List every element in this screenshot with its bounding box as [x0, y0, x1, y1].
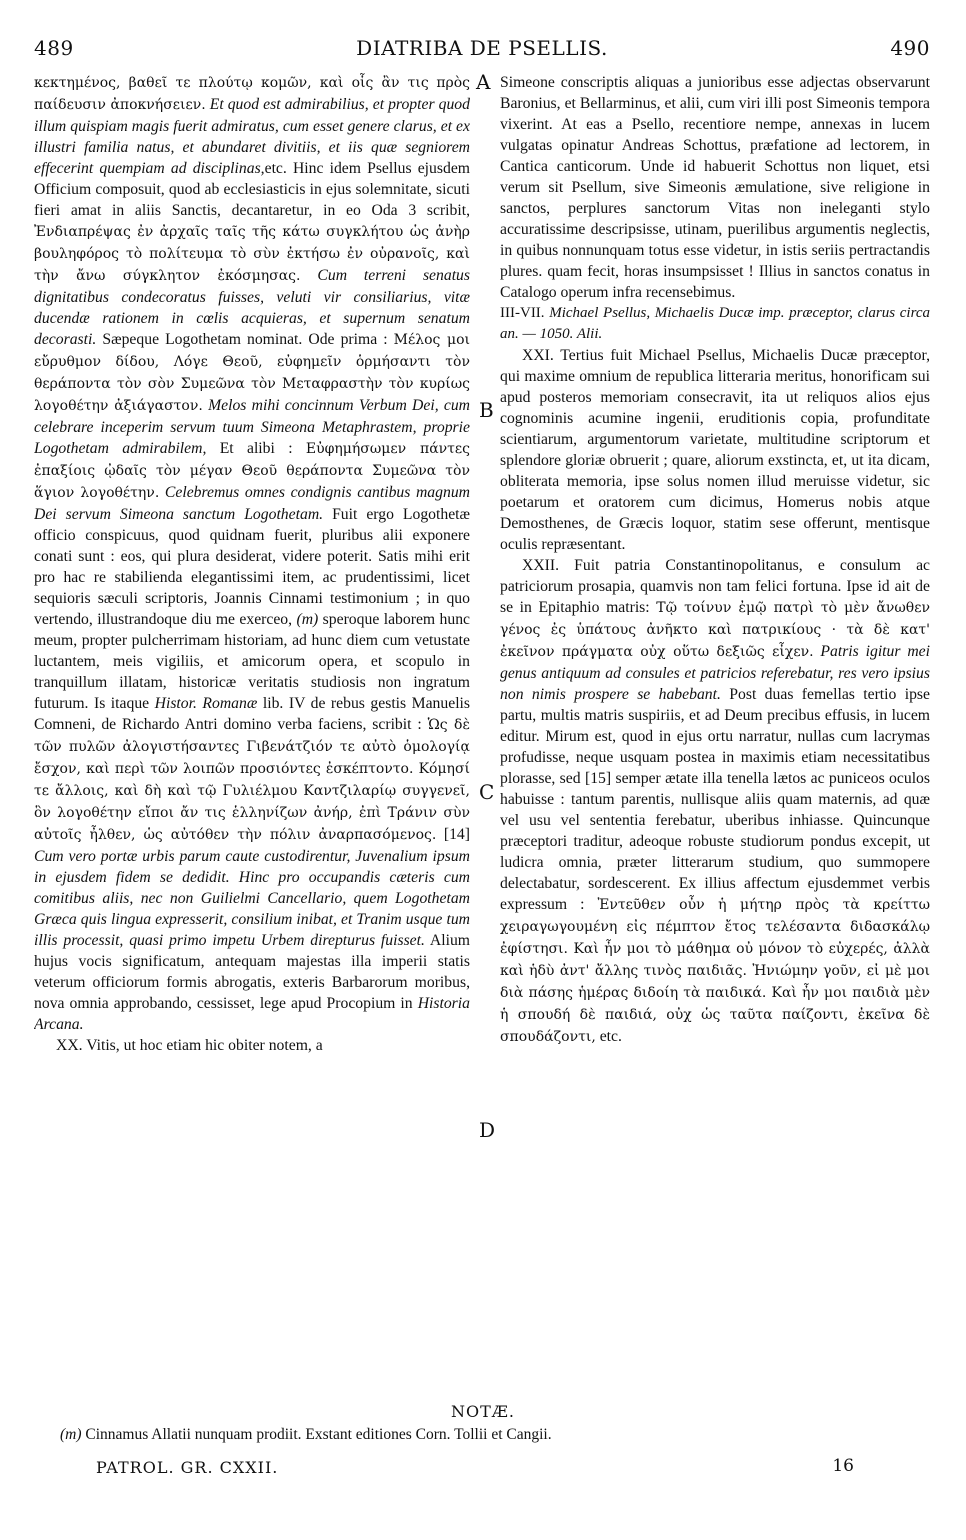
footnote-text: Cinnamus Allatii nunquam prodiit. Exstant editiones Corn. Tollii et Cangii.	[85, 1426, 552, 1443]
body-text: semper ætate illa tenella lætos ac puniceos oculos habuisse : tantum parentis, nullisque aliis quam maternis, ad quæ vel usu vel sententia ferebatur, uberibus inhiasse. Quincunque præceptori traditur, adeoque robuste studiorum pondus excepit, ut ludicra omnia, præter litterarum studium, quo summopere delectabatur, sordescerent. Ex illius affectum ejusdemmet verbis expressum :	[500, 770, 930, 913]
section-title: Michael Psellus, Michaelis Ducæ imp. præceptor, clarus circa an. — 1050. Alii.	[500, 305, 930, 342]
greek-quotation: Μέλος μοι εὔρυθμον δίδου, Λόγε Θεοῦ, εὐφημεῖν ὁρμήσαντι τὸν θεράποντα τὸν σὸν Συμεῶνα τὸν Μεταφραστὴν τὸν κυρίως λογοθέτην ἀξιάγαστον.	[34, 332, 470, 414]
margin-marker-b: B	[479, 398, 494, 422]
page-number-right: 490	[890, 36, 930, 60]
work-title: Histor. Romanæ	[154, 695, 258, 712]
body-text: Sæpeque Logothetam nominat. Ode prima :	[102, 331, 388, 348]
body-text: XX. Vitis, ut hoc etiam hic obiter notem, a	[56, 1037, 323, 1054]
greek-quotation: Ὡς δὲ τῶν πυλῶν ἀλογιστήσαντες Γιβενάτζιόν τε αὐτὸ ὁμολογίᾳ ἔσχον, καὶ περὶ τῶν λοιπῶν προσιόντες ἐσκέπτοντο. Κόμησί τε ἄλλοις, καὶ δὴ καὶ τῷ Γυλιέλμου Καντζιλαρίῳ συγγενεῖ, ὃν λογοθέτην εἴποι ἄν τις ἑλληνίζων ἀνήρ, ἐπὶ Τράνιν σὺν αὐτοῖς ἦλθεν, ὡς αὐτόθεν τὴν πόλιν ἀναρπασόμενος.	[34, 717, 470, 843]
greek-text: κεκτημένος, βαθεῖ τε πλούτῳ κομῶν, καὶ οἷς ἂν τις	[34, 75, 429, 91]
footer-series: PATROL. GR. CXXII.	[96, 1458, 279, 1477]
work-title: Historia Arcana.	[34, 995, 470, 1033]
greek-quotation: Τῷ τοίνυν ἐμῷ πατρὶ τὸ μὲν ἄνωθεν γένος ἐς ὑπάτους ἀνῆκτο καὶ πατρικίους · τὰ δὲ κατ' ἐκεῖνον πράγματα οὐχ οὕτω δεξιῶς εἶχεν.	[500, 600, 930, 660]
greek-text: πρὸς παίδευσιν ἀποκνήσειεν.	[34, 75, 470, 113]
latin-translation: Celebremus omnes condignis cantibus magnum Dei servum Simeona sanctum Logothetam.	[34, 484, 470, 523]
section-heading	[500, 303, 930, 345]
page-header	[34, 36, 930, 66]
latin-translation: Patris igitur mei genus antiquum ad consules et patricios referebatur, res vero ipsius non nimis prospere se habebant.	[500, 643, 930, 703]
body-text: etc.	[599, 1028, 622, 1045]
left-paragraph-1	[34, 72, 470, 1035]
page-number-left: 489	[34, 36, 74, 60]
latin-translation: Melos mihi concinnum Verbum Dei, cum celebrare inceperim servum tuum Simeona Metaphrastem, proprie Logothetam admirabilem,	[34, 397, 470, 457]
greek-quotation: Εὐφημήσωμεν πάντες ἐπαξίοις ᾠδαῖς τὸν μέγαν Θεοῦ θεράποντα Συμεῶνα τὸν ἅγιον λογοθέτην.	[34, 441, 470, 501]
running-title: DIATRIBA DE PSELLIS.	[356, 36, 608, 60]
margin-marker-a: A	[476, 70, 491, 94]
body-text: XXII. Fuit patria Constantinopolitanus, e consulum ac patriciorum prosapia, quamvis non tam felici fortuna. Ipse id ait de se in Epitaphio matris:	[500, 557, 930, 616]
latin-translation: Cum terreni senatus dignitatibus condecoratus fuisses, veluti vir consiliarius, vitæ ducendæ rationem in cœlis acquieras, et supernum senatum decorasti.	[34, 267, 470, 348]
margin-marker-c: C	[479, 780, 495, 804]
footnote-marker: (m)	[60, 1426, 82, 1443]
body-text: Simeone conscriptis aliquas a junioribus esse adjectas observarunt Baronius, et Bellarminus, et alii, cum viri illi post Simeonis tempora vixerint. At eas a Psello, recentiore nempe, annexas in lucem vulgatas opinatur Andreas Schottus, præfatione ad lectorem, in Cantica canticorum. Unde id habuerit Schottus non liquet, etsi verum sit Psellum, sive Simeonis æmulatione, sive religione in sanctos, perplures sanctorum Vitas non ineleganti stylo accuratissime descripsisse, utinam, puerilibus argumentis neglectis, in quibus nonnunquam totus esse videtur, in istis seriis pertractandis plures. quam fecit, horas insumpsisset ! Illius in sanctos conatus in Catalogo operum infra recensebimus.	[500, 74, 930, 301]
column-reference: [14]	[443, 826, 470, 843]
margin-marker-d: D	[479, 1118, 496, 1142]
body-text: Post duas femellas tertio ipse partu, multis matris suspiriis, et ad Deum precibus effusis, in lucem editur. Mirum est, quod in ejus ortu narratur, nullas cum lacrymas profudisse, neque usquam postea in maximis etiam necessitatibus plorasse, sed	[500, 686, 930, 787]
column-reference: [15]	[584, 770, 612, 787]
latin-translation: Et quod est admirabilius, et propter quod illum quispiam magis fuerit admiratus, cum esset genere clarus, et ex illustri familia natus, et abundaret divitiis, et iis quæ segniorem effecerint quempiam ad disciplinas,	[34, 96, 470, 177]
right-paragraph-3	[500, 555, 930, 1048]
footnote	[60, 1426, 940, 1444]
body-text: Alium hujus vocis significatum, antequam majestas illa imperii statis veterum officiorum formis abrogatis, exteris Barbarorum moribus, nova omnia approbando, cessisset, lege apud Procopium in	[34, 932, 470, 1012]
footer-signature: 16	[832, 1456, 854, 1476]
section-number: III-VII.	[500, 305, 545, 321]
note-reference[interactable]: (m)	[296, 611, 319, 628]
latin-translation: Cum vero portæ urbis parum caute custodirentur, Juvenalium ipsum in ejusdem fidem se dedidit. Hinc pro occupandis cæteris cum comitibus aliis, nec non Guilielmi Cancellario, quem Logothetam Græca quis lingua expresserit, consilium inibat, et Tranim usque tum illis processit, quasi primo impetu Urbem direpturus fuisset.	[34, 848, 470, 949]
notes-title: NOTÆ.	[451, 1402, 515, 1421]
right-paragraph-2	[500, 345, 930, 555]
body-text: Fuit ergo Logothetæ officio conspicuus, quod quidnam fuerit, pluribus alii exponere conati sunt : eos, qui plura desiderat, videre poterit. Satis mihi erit pro hac re stabilienda elegantissimi item, ac prudentissimi, licet sequioris sæculi scriptoris, Joannis Cinnami testimonium ; in quo vertendo, illustrandoque diu me exerceo,	[34, 506, 470, 628]
right-column	[500, 72, 930, 1390]
body-text: speroque laborem hunc meum, propter pulcherrimam historiam, ad hunc diem cum vetustate luctantem, meis vigiliis, et amicorum opera, et scopulo in tranquillum illatam, historicæ veritatis studiosis non ingratum futurum. Is itaque	[34, 611, 470, 712]
body-text: etc. Hinc idem Psellus ejusdem Officium composuit, quod ab ecclesiasticis in ejus solemnitate, sicuti fieri amat in aliis Sanctis, decantaretur, in eo Oda 3 scribit,	[34, 160, 470, 219]
body-text: XXI. Tertius fuit Michael Psellus, Michaelis Ducæ præceptor, qui maxime omnium de republica litteraria meritus, honorificam sui apud posteros memoriam consecravit, ita ut reliquos alios ejus cognominis acumine ingenii, eruditionis copia, profunditate scientiarum, argumentorum varietate, multitudine scriptorum et splendore gloriæ obruerit ; quare, aliorum exstincta, et, ut ita dicam, obliterata memoria, ipse solus nomen illud meruisse videtur, sic poetarum et oratorem cum dicimus, Homerus nobis atque Demosthenes, de Græcis loquor, statim sese offerunt, mentisque oculis repræsentant.	[500, 347, 930, 553]
body-text: Et alibi :	[219, 440, 293, 457]
right-paragraph-1	[500, 72, 930, 303]
left-paragraph-2	[34, 1035, 470, 1056]
greek-quotation: Ἐντεῦθεν οὖν ἡ μήτηρ πρὸς τὰ κρείττω χειραγωγουμένη εἰς πέμπτον ἔτος τελέσαντα διδασκάλῳ ἐφίστησι. Καὶ ἦν μοι τὸ μάθημα οὐ μόνον τὸ εὐχερές, ἀλλὰ καὶ ἡδὺ ἀντ' ἄλλης τινὸς παιδιᾶς. Ἠνιώμην γοῦν, εἰ μὲ μοι διὰ πάσης ἡμέρας διδοίη τὰ παιδικά. Καὶ ἦν μοι παιδιὰ μὲν ἡ σπουδή δὲ παιδιά, οὐχ ὡς ταῦτα παίζοντι, ἐκεῖνα δὲ σπουδάζοντι,	[500, 897, 930, 1045]
body-text: lib. IV de rebus gestis Manuelis Comneni, de Richardo Antri domino verba faciens, scribit :	[34, 695, 470, 733]
greek-quotation: Ἐνδιαπρέψας ἐν ἀρχαῖς ταῖς τῆς κάτω συγκλήτου ὡς ἀνὴρ βουληφόρος τὸ πολίτευμα τὸ σὺν ἐκτήσω ἐν οὐρανοῖς, καὶ τὴν ἄνω σύγκλητον ἐκόσμησας.	[34, 224, 470, 284]
left-column	[34, 72, 470, 1390]
